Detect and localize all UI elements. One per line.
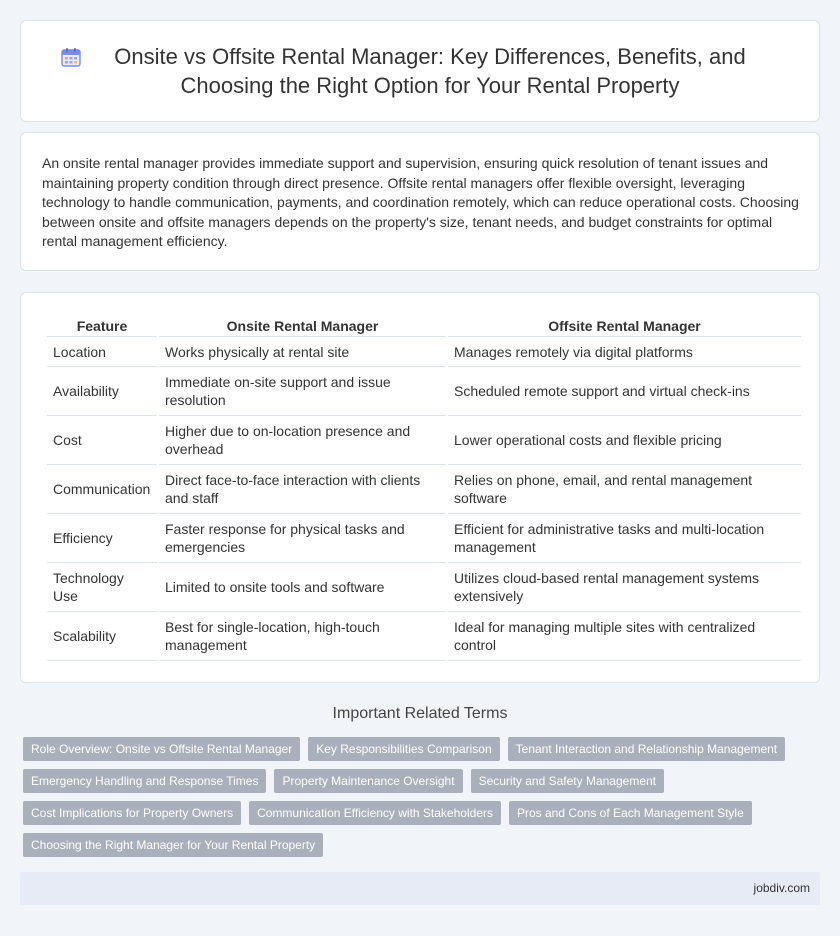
intro-paragraph: An onsite rental manager provides immediate support and supervision, ensuring quick resolution of tenant issues and maintaining property condition through direct presence. Offsite rental managers offer flexible oversight, leveraging technology to handle communication, payments, and coordination remotely, which can reduce operational costs. Choosing between onsite and offsite managers depends on the property's size, tenant needs, and budget constraints for optimal rental management efficiency. [42, 155, 799, 250]
column-header: Feature [47, 313, 157, 337]
table-row [47, 367, 801, 416]
intro-card [20, 132, 820, 271]
related-term-tag[interactable]: Emergency Handling and Response Times [23, 769, 266, 793]
table-cell: Ideal for managing multiple sites with centralized control [448, 612, 801, 661]
header-card [20, 20, 820, 122]
table-cell: Scheduled remote support and virtual check-ins [448, 367, 801, 416]
table-cell: Cost [47, 416, 157, 465]
related-term-tag[interactable]: Security and Safety Management [471, 769, 664, 793]
table-header-row [47, 313, 801, 337]
table-cell: Higher due to on-location presence and overhead [159, 416, 446, 465]
table-row [47, 465, 801, 514]
table-row [47, 612, 801, 661]
related-term-tag[interactable]: Role Overview: Onsite vs Offsite Rental Manager [23, 737, 300, 761]
table-row [47, 563, 801, 612]
table-cell: Efficient for administrative tasks and multi-location management [448, 514, 801, 563]
related-term-tag[interactable]: Choosing the Right Manager for Your Rental Property [23, 833, 323, 857]
table-row [47, 337, 801, 367]
table-cell: Works physically at rental site [159, 337, 446, 367]
comparison-table-card [20, 292, 820, 683]
related-term-tag[interactable]: Property Maintenance Oversight [274, 769, 462, 793]
related-term-tag[interactable]: Pros and Cons of Each Management Style [509, 801, 752, 825]
comparison-table [45, 313, 803, 661]
table-cell: Availability [47, 367, 157, 416]
related-term-tag[interactable]: Key Responsibilities Comparison [308, 737, 499, 761]
related-terms-tags [23, 737, 813, 857]
table-cell: Relies on phone, email, and rental management software [448, 465, 801, 514]
table-row [47, 416, 801, 465]
table-cell: Scalability [47, 612, 157, 661]
related-term-tag[interactable]: Cost Implications for Property Owners [23, 801, 241, 825]
table-cell: Limited to onsite tools and software [159, 563, 446, 612]
table-cell: Best for single-location, high-touch management [159, 612, 446, 661]
table-cell: Direct face-to-face interaction with clients and staff [159, 465, 446, 514]
column-header: Onsite Rental Manager [159, 313, 446, 337]
related-terms-title: Important Related Terms [332, 705, 508, 722]
column-header: Offsite Rental Manager [448, 313, 801, 337]
footer-site-link[interactable]: jobdiv.com [753, 881, 810, 895]
table-cell: Immediate on-site support and issue resolution [159, 367, 446, 416]
table-cell: Communication [47, 465, 157, 514]
related-term-tag[interactable]: Communication Efficiency with Stakeholders [249, 801, 501, 825]
related-term-tag[interactable]: Tenant Interaction and Relationship Management [508, 737, 786, 761]
table-cell: Efficiency [47, 514, 157, 563]
table-cell: Lower operational costs and flexible pricing [448, 416, 801, 465]
title-wrap [21, 21, 819, 121]
table-cell: Location [47, 337, 157, 367]
table-cell: Faster response for physical tasks and emergencies [159, 514, 446, 563]
table-cell: Technology Use [47, 563, 157, 612]
page-title: Onsite vs Offsite Rental Manager: Key Differences, Benefits, and Choosing the Right Option for Your Rental Property [114, 44, 746, 98]
table-cell: Utilizes cloud-based rental management systems extensively [448, 563, 801, 612]
table-row [47, 514, 801, 563]
footer [20, 872, 820, 905]
table-cell: Manages remotely via digital platforms [448, 337, 801, 367]
